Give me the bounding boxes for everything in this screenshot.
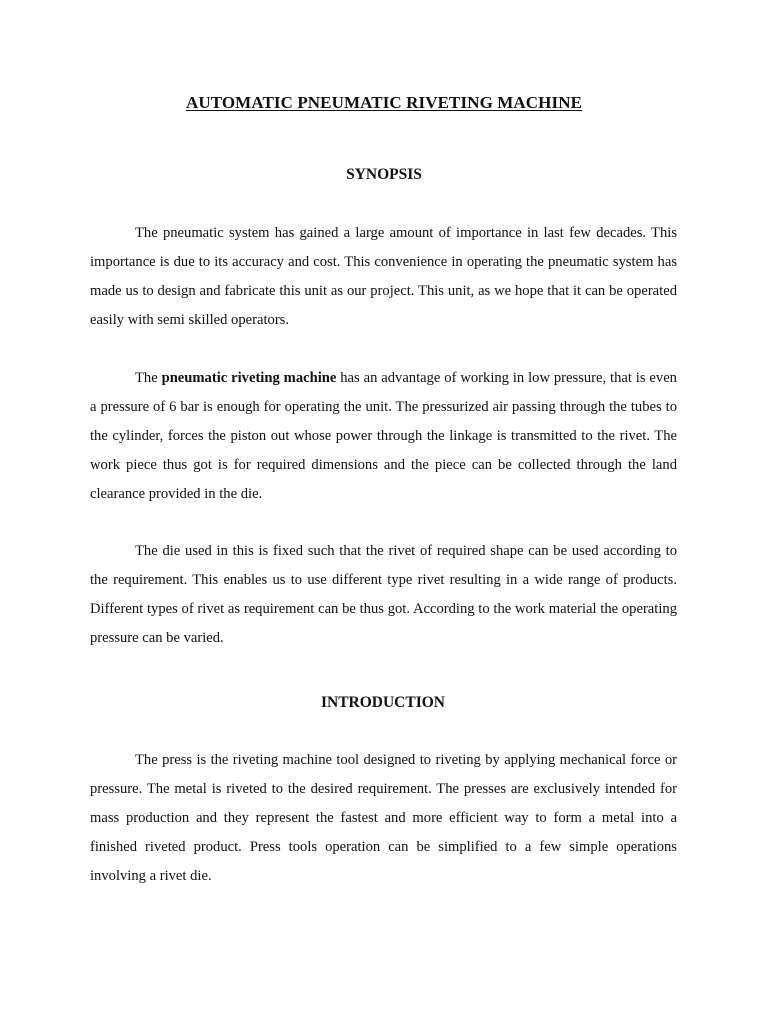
paragraph-2-lead-text: The bbox=[135, 370, 162, 386]
synopsis-paragraph-1: The pneumatic system has gained a large amount of importance in last few decades. This importance is due to its accuracy and cost. This convenience in operating the pneumatic system has made us to design and fabricate this unit as our project. This unit, as we hope that it can be operated easily with semi skilled operators. bbox=[90, 225, 677, 328]
machine-name-bold: pneumatic riveting machine bbox=[161, 370, 337, 386]
synopsis-paragraph-3: The die used in this is fixed such that the rivet of required shape can be used according to the requirement. This enables us to use different type rivet resulting in a wide range of products. Different types of rivet as requirement can be thus got. According to the work material the operating pressure can be varied. bbox=[90, 543, 677, 646]
document-title: AUTOMATIC PNEUMATIC RIVETING MACHINE bbox=[185, 93, 583, 112]
introduction-paragraph-1: The press is the riveting machine tool designed to riveting by applying mechanical force or pressure. The metal is riveted to the desired requirement. The presses are exclusively intended for mass production and they represent the fastest and more efficient way to form a metal into a finished riveted product. Press tools operation can be simplified to a few simple operations involving a rivet die. bbox=[90, 752, 677, 884]
paragraph-2-body-text: has an advantage of working in low pressure, that is even a pressure of 6 bar is enough for operating the unit. The pressurized air passing through the tubes to the cylinder, forces the piston out whose power through the linkage is transmitted to the rivet. The work piece thus got is for required dimensions and the piece can be collected through the land clearance provided in the die. bbox=[90, 370, 677, 502]
synopsis-paragraph-2 bbox=[90, 364, 677, 509]
synopsis-heading: SYNOPSIS bbox=[346, 166, 422, 183]
introduction-heading: INTRODUCTION bbox=[320, 694, 445, 711]
